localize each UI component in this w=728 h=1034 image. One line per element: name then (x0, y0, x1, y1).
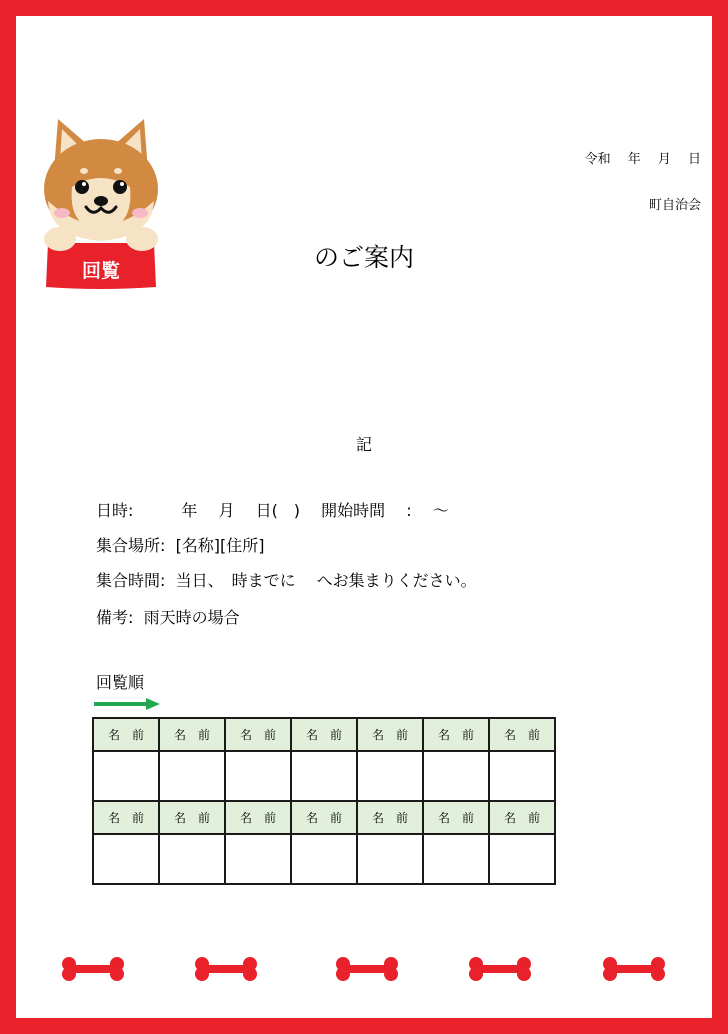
name-cell[interactable] (93, 834, 159, 884)
name-cell[interactable] (159, 834, 225, 884)
organization-name: 町自治会 (648, 198, 701, 213)
place-line: 集合場所: [名称][住所] (96, 536, 265, 555)
name-cell[interactable] (357, 834, 423, 884)
name-header-row (93, 801, 555, 834)
name-cell[interactable] (225, 834, 291, 884)
mascot-badge-text: 回覧 (81, 260, 121, 282)
name-cell[interactable] (423, 751, 489, 801)
name-column-header: 名 前 (357, 801, 423, 834)
arrow-right-icon (94, 697, 160, 711)
date-line: 令和 年 月 日 (584, 152, 701, 167)
ki-heading: 記 (355, 435, 372, 454)
name-column-header: 名 前 (291, 801, 357, 834)
name-blank-row (93, 751, 555, 801)
name-header-row (93, 718, 555, 751)
name-cell[interactable] (93, 751, 159, 801)
note-line: 備考: 雨天時の場合 (96, 608, 240, 627)
circulation-order-label: 回覧順 (96, 673, 145, 692)
datetime-line: 日時: 年 月 日( ) 開始時間 : 〜 (96, 501, 449, 520)
bone-icon (334, 956, 400, 982)
bone-icon (467, 956, 533, 982)
name-column-header: 名 前 (357, 718, 423, 751)
name-column-header: 名 前 (225, 801, 291, 834)
name-cell[interactable] (357, 751, 423, 801)
name-blank-row (93, 834, 555, 884)
name-column-header: 名 前 (93, 718, 159, 751)
name-cell[interactable] (489, 751, 555, 801)
bone-icon (193, 956, 259, 982)
page-title: のご案内 (313, 243, 414, 272)
name-cell[interactable] (291, 751, 357, 801)
name-column-header: 名 前 (489, 801, 555, 834)
name-column-header: 名 前 (489, 718, 555, 751)
name-cell[interactable] (291, 834, 357, 884)
circulation-table (92, 717, 556, 885)
name-column-header: 名 前 (423, 718, 489, 751)
name-cell[interactable] (489, 834, 555, 884)
name-cell[interactable] (225, 751, 291, 801)
name-cell[interactable] (423, 834, 489, 884)
gather-time-line: 集合時間: 当日、 時までに へお集まりください。 (96, 571, 477, 590)
name-column-header: 名 前 (423, 801, 489, 834)
name-column-header: 名 前 (225, 718, 291, 751)
name-cell[interactable] (159, 751, 225, 801)
bone-icon (601, 956, 667, 982)
name-column-header: 名 前 (159, 801, 225, 834)
bone-icon (60, 956, 126, 982)
name-column-header: 名 前 (159, 718, 225, 751)
name-column-header: 名 前 (93, 801, 159, 834)
name-column-header: 名 前 (291, 718, 357, 751)
